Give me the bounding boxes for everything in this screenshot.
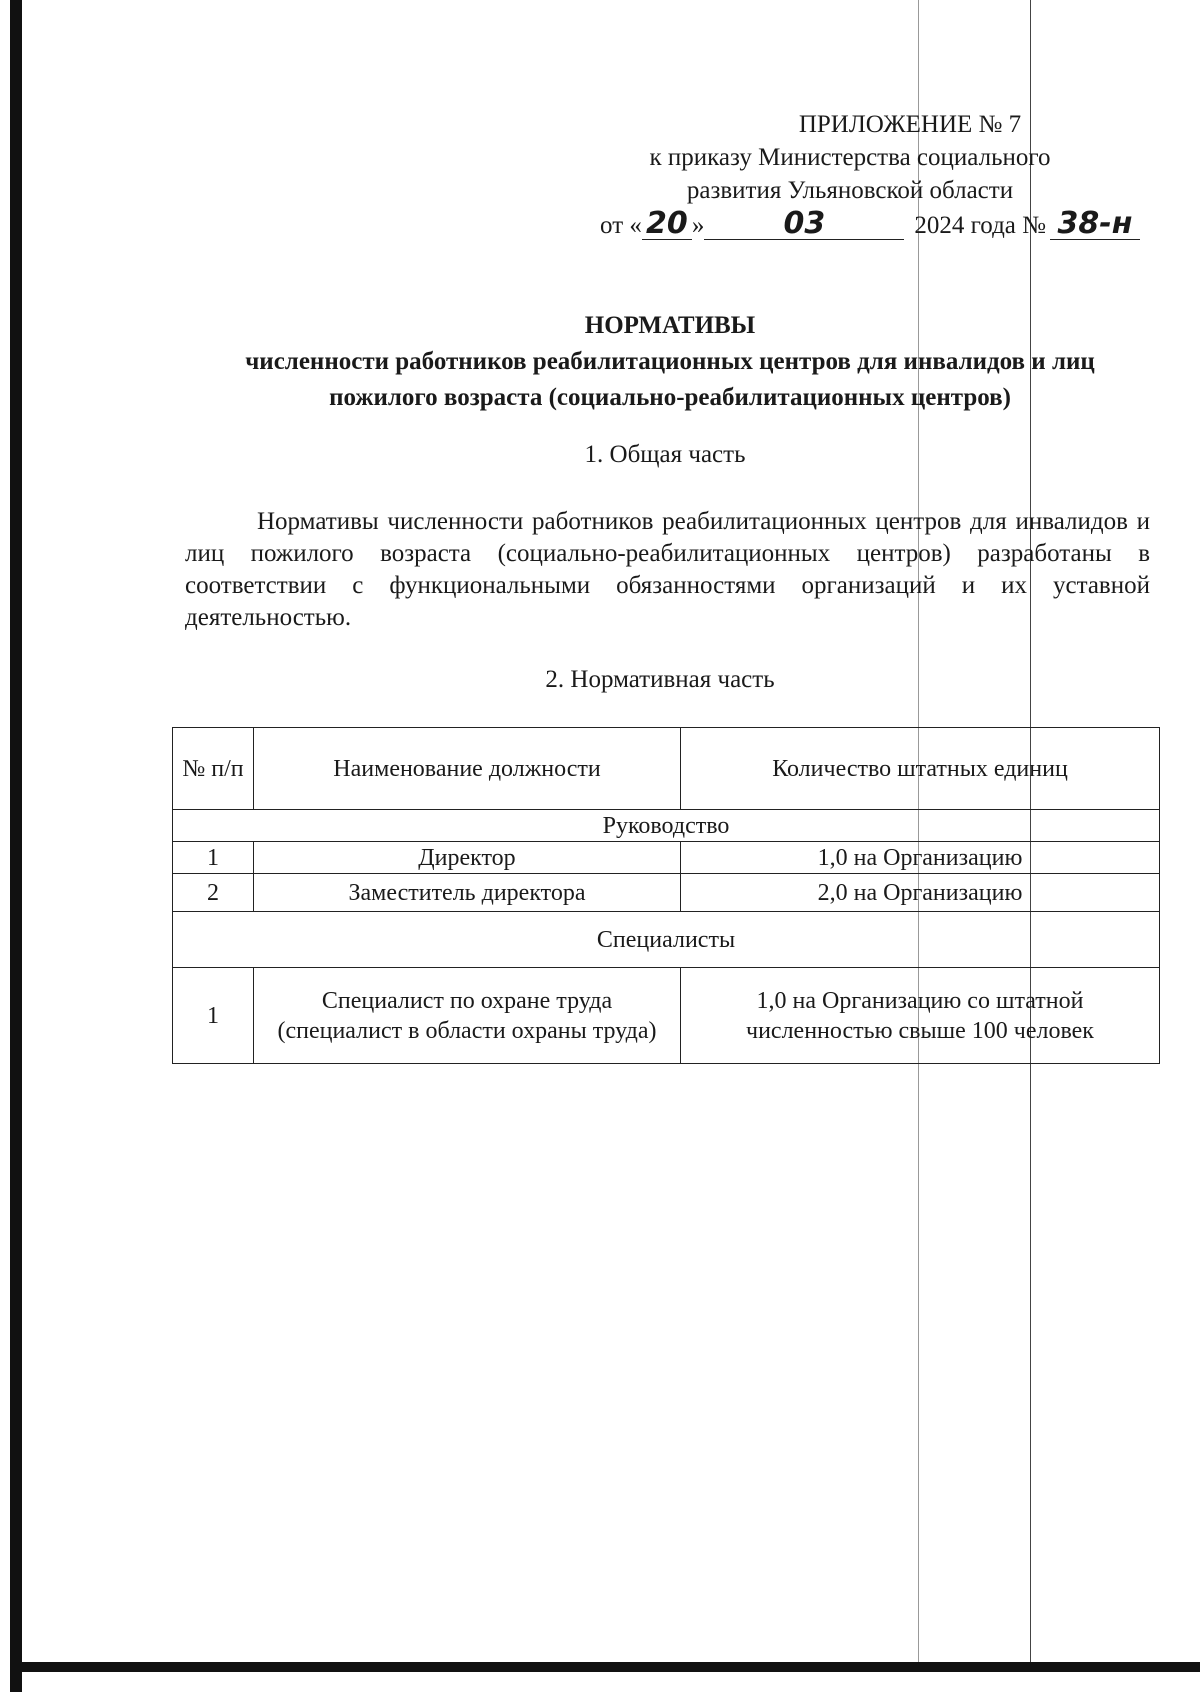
group-title-specialists: Специалисты [173,912,1160,968]
scan-page-edge-left [10,0,22,1692]
table-row [173,874,1160,912]
order-reference-line1: к приказу Министерства социального [649,144,1051,171]
header-num: № п/п [173,728,254,810]
row-count: 1,0 на Организацию [681,842,1160,874]
row-position: Директор [254,842,681,874]
table-group-row [173,810,1160,842]
scan-page-edge-bottom [10,1662,1200,1672]
general-section-text: Нормативы численности работников реабилитационных центров для инвалидов и лиц пожилого возраста (социально-реабилитационных центров) разработаны в соответствии с функциональными обязанностями организаций и их уставной деятельностью. [185,508,1150,631]
section-heading-normative: 2. Нормативная часть [545,666,775,693]
table-group-row [173,912,1160,968]
row-num: 1 [173,968,254,1064]
table-row [173,968,1160,1064]
row-count: 2,0 на Организацию [681,874,1160,912]
date-prefix: от « [600,212,642,239]
document-header [560,108,1140,242]
header-position: Наименование должности [254,728,681,810]
staffing-norms-table [172,727,1160,1064]
title-main: НОРМАТИВЫ [584,312,756,339]
group-title-management: Руководство [173,810,1160,842]
date-year: 2024 года № [914,212,1046,239]
section-heading-general: 1. Общая часть [584,441,746,468]
date-day-close: » [691,212,705,239]
appendix-label: ПРИЛОЖЕНИЕ № 7 [798,111,1022,138]
row-count: 1,0 на Организацию со штатной численностью свыше 100 человек [681,968,1160,1064]
order-reference-line2: развития Ульяновской области [686,177,1014,204]
date-day-handwritten: 20 [642,209,692,240]
order-number-handwritten: 38-н [1050,209,1140,240]
document-title [180,308,1160,416]
table-header-row [173,728,1160,810]
title-subtitle: численности работников реабилитационных центров для инвалидов и лиц пожилого возраста (социально-реабилитационных центров) [245,348,1095,411]
row-num: 2 [173,874,254,912]
date-month-handwritten: 03 [704,209,904,240]
row-position: Специалист по охране труда (специалист в области охраны труда) [254,968,681,1064]
header-count: Количество штатных единиц [681,728,1160,810]
table-row [173,842,1160,874]
row-num: 1 [173,842,254,874]
row-position: Заместитель директора [254,874,681,912]
order-date-line [560,206,1140,242]
